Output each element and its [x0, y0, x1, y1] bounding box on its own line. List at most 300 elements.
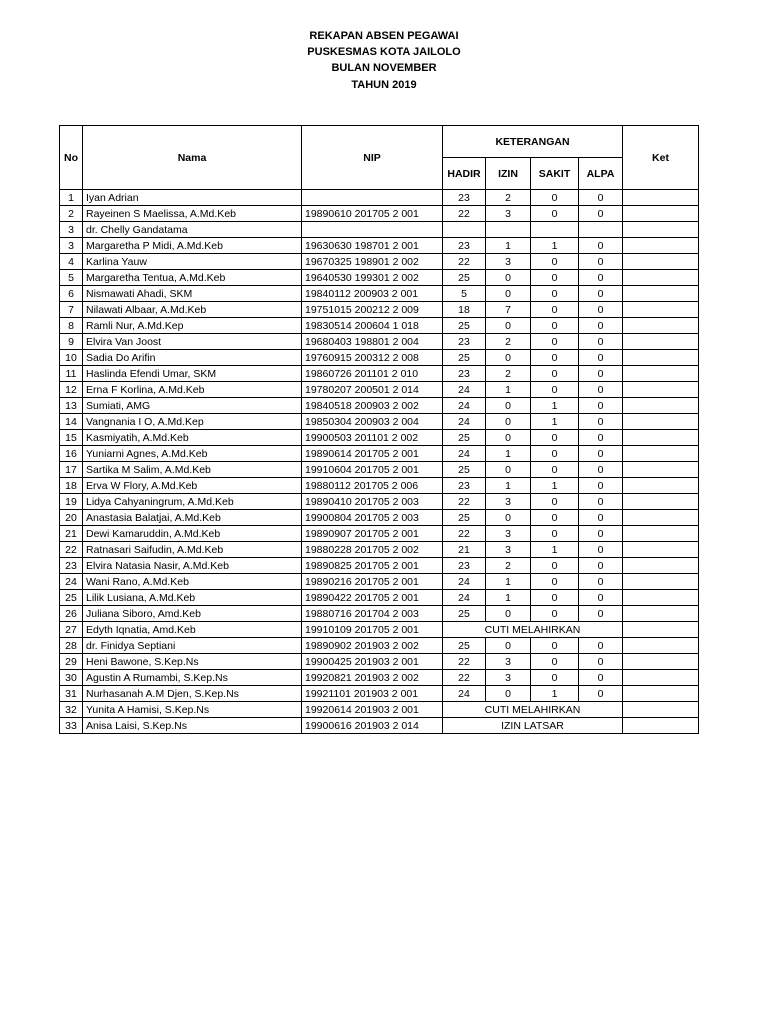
cell-sakit: 0: [531, 430, 579, 446]
header-keterangan: KETERANGAN: [443, 126, 623, 158]
cell-izin: 1: [486, 382, 531, 398]
cell-nama: Vangnania I O, A.Md.Kep: [83, 414, 302, 430]
cell-hadir: 23: [443, 558, 486, 574]
cell-nama: Margaretha Tentua, A.Md.Keb: [83, 270, 302, 286]
cell-status: CUTI MELAHIRKAN: [443, 622, 623, 638]
cell-hadir: 5: [443, 286, 486, 302]
cell-no: 22: [60, 542, 83, 558]
table-row: [60, 446, 699, 462]
header-nama: Nama: [83, 126, 302, 190]
cell-izin: 0: [486, 350, 531, 366]
cell-sakit: 0: [531, 638, 579, 654]
cell-no: 31: [60, 686, 83, 702]
table-row: [60, 462, 699, 478]
table-row: [60, 510, 699, 526]
cell-ket: [623, 526, 699, 542]
cell-no: 23: [60, 558, 83, 574]
cell-izin: 3: [486, 254, 531, 270]
cell-sakit: 0: [531, 510, 579, 526]
cell-ket: [623, 718, 699, 734]
cell-nama: Nismawati Ahadi, SKM: [83, 286, 302, 302]
cell-no: 16: [60, 446, 83, 462]
cell-hadir: 25: [443, 638, 486, 654]
cell-nama: Sartika M Salim, A.Md.Keb: [83, 462, 302, 478]
cell-no: 14: [60, 414, 83, 430]
cell-hadir: [443, 222, 486, 238]
table-row: [60, 702, 699, 718]
cell-izin: 3: [486, 206, 531, 222]
cell-alpa: 0: [579, 542, 623, 558]
cell-sakit: 1: [531, 398, 579, 414]
cell-hadir: 24: [443, 398, 486, 414]
table-row: [60, 382, 699, 398]
cell-ket: [623, 590, 699, 606]
cell-alpa: 0: [579, 238, 623, 254]
cell-izin: 0: [486, 398, 531, 414]
cell-sakit: 0: [531, 606, 579, 622]
cell-hadir: 18: [443, 302, 486, 318]
doc-title-line-1: REKAPAN ABSEN PEGAWAI: [309, 30, 459, 42]
cell-nip: 19860726 201101 2 010: [302, 366, 443, 382]
cell-nip: 19670325 198901 2 002: [302, 254, 443, 270]
cell-hadir: 22: [443, 526, 486, 542]
cell-sakit: 0: [531, 494, 579, 510]
cell-ket: [623, 606, 699, 622]
cell-no: 28: [60, 638, 83, 654]
cell-ket: [623, 430, 699, 446]
table-row: [60, 558, 699, 574]
cell-sakit: 1: [531, 478, 579, 494]
cell-nip: 19890614 201705 2 001: [302, 446, 443, 462]
table-row: [60, 670, 699, 686]
cell-no: 6: [60, 286, 83, 302]
cell-nip: 19850304 200903 2 004: [302, 414, 443, 430]
cell-alpa: 0: [579, 654, 623, 670]
table-row: [60, 318, 699, 334]
cell-ket: [623, 286, 699, 302]
cell-ket: [623, 302, 699, 318]
cell-nama: Karlina Yauw: [83, 254, 302, 270]
cell-sakit: 1: [531, 542, 579, 558]
cell-ket: [623, 510, 699, 526]
cell-nip: 19910109 201705 2 001: [302, 622, 443, 638]
cell-izin: 2: [486, 366, 531, 382]
table-row: [60, 606, 699, 622]
cell-nama: Kasmiyatih, A.Md.Keb: [83, 430, 302, 446]
cell-alpa: 0: [579, 414, 623, 430]
cell-alpa: 0: [579, 670, 623, 686]
table-row: [60, 286, 699, 302]
cell-no: 5: [60, 270, 83, 286]
cell-izin: 0: [486, 686, 531, 702]
cell-izin: 0: [486, 286, 531, 302]
cell-alpa: 0: [579, 318, 623, 334]
table-body: [60, 190, 699, 734]
cell-alpa: 0: [579, 206, 623, 222]
cell-izin: 3: [486, 542, 531, 558]
cell-nip: 19921101 201903 2 001: [302, 686, 443, 702]
cell-ket: [623, 318, 699, 334]
cell-nip: 19751015 200212 2 009: [302, 302, 443, 318]
cell-hadir: 25: [443, 350, 486, 366]
cell-nama: dr. Chelly Gandatama: [83, 222, 302, 238]
table-row: [60, 414, 699, 430]
cell-alpa: 0: [579, 606, 623, 622]
cell-ket: [623, 190, 699, 206]
cell-hadir: 25: [443, 462, 486, 478]
cell-ket: [623, 478, 699, 494]
cell-alpa: 0: [579, 494, 623, 510]
cell-hadir: 25: [443, 606, 486, 622]
cell-alpa: 0: [579, 334, 623, 350]
cell-hadir: 24: [443, 574, 486, 590]
cell-ket: [623, 558, 699, 574]
cell-nip: 19920614 201903 2 001: [302, 702, 443, 718]
cell-hadir: 22: [443, 254, 486, 270]
cell-nama: Iyan Adrian: [83, 190, 302, 206]
cell-sakit: 0: [531, 318, 579, 334]
cell-nip: 19900425 201903 2 001: [302, 654, 443, 670]
cell-ket: [623, 670, 699, 686]
cell-alpa: [579, 222, 623, 238]
cell-no: 3: [60, 238, 83, 254]
cell-sakit: 0: [531, 286, 579, 302]
cell-sakit: 0: [531, 590, 579, 606]
cell-alpa: 0: [579, 286, 623, 302]
cell-sakit: 0: [531, 670, 579, 686]
cell-ket: [623, 686, 699, 702]
cell-sakit: 0: [531, 206, 579, 222]
cell-nama: Lilik Lusiana, A.Md.Keb: [83, 590, 302, 606]
cell-nama: Elvira Van Joost: [83, 334, 302, 350]
table-row: [60, 334, 699, 350]
cell-sakit: 0: [531, 254, 579, 270]
table-row: [60, 718, 699, 734]
cell-nip: 19840518 200903 2 002: [302, 398, 443, 414]
cell-hadir: 22: [443, 670, 486, 686]
cell-no: 8: [60, 318, 83, 334]
cell-ket: [623, 414, 699, 430]
cell-nip: 19880716 201704 2 003: [302, 606, 443, 622]
cell-hadir: 23: [443, 334, 486, 350]
cell-hadir: 23: [443, 238, 486, 254]
cell-nip: 19900503 201101 2 002: [302, 430, 443, 446]
cell-no: 12: [60, 382, 83, 398]
cell-nip: 19890410 201705 2 003: [302, 494, 443, 510]
cell-status: IZIN LATSAR: [443, 718, 623, 734]
cell-hadir: 22: [443, 206, 486, 222]
cell-ket: [623, 270, 699, 286]
cell-nip: [302, 222, 443, 238]
table-row: [60, 190, 699, 206]
cell-no: 27: [60, 622, 83, 638]
cell-ket: [623, 638, 699, 654]
cell-nama: Elvira Natasia Nasir, A.Md.Keb: [83, 558, 302, 574]
table-row: [60, 254, 699, 270]
cell-nip: 19640530 199301 2 002: [302, 270, 443, 286]
cell-ket: [623, 654, 699, 670]
cell-hadir: 24: [443, 686, 486, 702]
cell-nama: Yuniarni Agnes, A.Md.Keb: [83, 446, 302, 462]
cell-nip: 19900616 201903 2 014: [302, 718, 443, 734]
cell-nama: Ramli Nur, A.Md.Kep: [83, 318, 302, 334]
cell-nip: 19780207 200501 2 014: [302, 382, 443, 398]
cell-ket: [623, 350, 699, 366]
cell-nip: 19840112 200903 2 001: [302, 286, 443, 302]
cell-ket: [623, 702, 699, 718]
cell-nip: 19890610 201705 2 001: [302, 206, 443, 222]
cell-alpa: 0: [579, 462, 623, 478]
cell-nip: 19890216 201705 2 001: [302, 574, 443, 590]
header-hadir: HADIR: [443, 158, 486, 190]
cell-nip: [302, 190, 443, 206]
cell-hadir: 25: [443, 510, 486, 526]
cell-no: 20: [60, 510, 83, 526]
cell-nama: Haslinda Efendi Umar, SKM: [83, 366, 302, 382]
cell-ket: [623, 494, 699, 510]
cell-nip: 19910604 201705 2 001: [302, 462, 443, 478]
cell-izin: 2: [486, 190, 531, 206]
cell-nama: Margaretha P Midi, A.Md.Keb: [83, 238, 302, 254]
cell-no: 11: [60, 366, 83, 382]
cell-izin: 2: [486, 334, 531, 350]
cell-no: 13: [60, 398, 83, 414]
table-row: [60, 654, 699, 670]
cell-alpa: 0: [579, 558, 623, 574]
cell-nip: 19630630 198701 2 001: [302, 238, 443, 254]
table-row: [60, 542, 699, 558]
cell-hadir: 24: [443, 382, 486, 398]
cell-hadir: 22: [443, 494, 486, 510]
cell-sakit: 0: [531, 462, 579, 478]
attendance-table: [59, 125, 699, 734]
table-row: [60, 270, 699, 286]
cell-nama: Heni Bawone, S.Kep.Ns: [83, 654, 302, 670]
table-row: [60, 638, 699, 654]
cell-sakit: 0: [531, 334, 579, 350]
cell-ket: [623, 398, 699, 414]
table-row: [60, 494, 699, 510]
cell-izin: 2: [486, 558, 531, 574]
cell-nama: Edyth Iqnatia, Amd.Keb: [83, 622, 302, 638]
cell-no: 25: [60, 590, 83, 606]
header-sakit: SAKIT: [531, 158, 579, 190]
cell-alpa: 0: [579, 366, 623, 382]
cell-alpa: 0: [579, 430, 623, 446]
cell-ket: [623, 542, 699, 558]
cell-alpa: 0: [579, 590, 623, 606]
cell-sakit: 0: [531, 366, 579, 382]
cell-hadir: 23: [443, 478, 486, 494]
cell-nama: Erna F Korlina, A.Md.Keb: [83, 382, 302, 398]
cell-no: 1: [60, 190, 83, 206]
table-row: [60, 398, 699, 414]
cell-hadir: 23: [443, 190, 486, 206]
cell-hadir: 22: [443, 654, 486, 670]
cell-no: 17: [60, 462, 83, 478]
cell-nama: Dewi Kamaruddin, A.Md.Keb: [83, 526, 302, 542]
cell-hadir: 24: [443, 414, 486, 430]
cell-alpa: 0: [579, 686, 623, 702]
cell-ket: [623, 222, 699, 238]
cell-ket: [623, 366, 699, 382]
cell-ket: [623, 574, 699, 590]
cell-hadir: 24: [443, 590, 486, 606]
table-row: [60, 206, 699, 222]
header-nip: NIP: [302, 126, 443, 190]
cell-nip: 19760915 200312 2 008: [302, 350, 443, 366]
cell-alpa: 0: [579, 574, 623, 590]
cell-hadir: 25: [443, 270, 486, 286]
cell-nip: 19900804 201705 2 003: [302, 510, 443, 526]
cell-izin: 1: [486, 446, 531, 462]
cell-no: 3: [60, 222, 83, 238]
cell-nama: Yunita A Hamisi, S.Kep.Ns: [83, 702, 302, 718]
cell-nip: 19890902 201903 2 002: [302, 638, 443, 654]
cell-izin: 0: [486, 462, 531, 478]
header-ket: Ket: [623, 126, 699, 190]
cell-nama: Anastasia Balatjai, A.Md.Keb: [83, 510, 302, 526]
cell-hadir: 25: [443, 430, 486, 446]
cell-nama: Ratnasari Saifudin, A.Md.Keb: [83, 542, 302, 558]
cell-alpa: 0: [579, 510, 623, 526]
cell-nama: Lidya Cahyaningrum, A.Md.Keb: [83, 494, 302, 510]
cell-sakit: 0: [531, 382, 579, 398]
cell-nip: 19890422 201705 2 001: [302, 590, 443, 606]
cell-sakit: 0: [531, 302, 579, 318]
cell-izin: 0: [486, 638, 531, 654]
cell-sakit: 1: [531, 686, 579, 702]
cell-nama: Sumiati, AMG: [83, 398, 302, 414]
cell-sakit: 1: [531, 238, 579, 254]
cell-izin: 0: [486, 318, 531, 334]
cell-hadir: 25: [443, 318, 486, 334]
cell-sakit: 0: [531, 526, 579, 542]
cell-alpa: 0: [579, 446, 623, 462]
cell-izin: 0: [486, 606, 531, 622]
cell-hadir: 21: [443, 542, 486, 558]
doc-title-line-4: TAHUN 2019: [351, 79, 417, 91]
cell-sakit: 0: [531, 574, 579, 590]
cell-izin: 0: [486, 270, 531, 286]
cell-nip: 19890825 201705 2 001: [302, 558, 443, 574]
cell-alpa: 0: [579, 398, 623, 414]
cell-nip: 19680403 198801 2 004: [302, 334, 443, 350]
cell-alpa: 0: [579, 478, 623, 494]
cell-no: 7: [60, 302, 83, 318]
cell-alpa: 0: [579, 638, 623, 654]
cell-ket: [623, 334, 699, 350]
table-row: [60, 430, 699, 446]
cell-sakit: 0: [531, 558, 579, 574]
cell-no: 18: [60, 478, 83, 494]
cell-alpa: 0: [579, 302, 623, 318]
cell-no: 10: [60, 350, 83, 366]
cell-no: 32: [60, 702, 83, 718]
table-row: [60, 302, 699, 318]
cell-no: 30: [60, 670, 83, 686]
cell-sakit: 0: [531, 446, 579, 462]
cell-sakit: 0: [531, 654, 579, 670]
cell-no: 33: [60, 718, 83, 734]
cell-nama: Anisa Laisi, S.Kep.Ns: [83, 718, 302, 734]
table-row: [60, 350, 699, 366]
cell-nip: 19880112 201705 2 006: [302, 478, 443, 494]
table-row: [60, 686, 699, 702]
cell-ket: [623, 446, 699, 462]
cell-izin: 0: [486, 430, 531, 446]
cell-sakit: 0: [531, 190, 579, 206]
header-no: No: [60, 126, 83, 190]
cell-no: 15: [60, 430, 83, 446]
table-row: [60, 478, 699, 494]
cell-alpa: 0: [579, 526, 623, 542]
cell-alpa: 0: [579, 190, 623, 206]
cell-hadir: 23: [443, 366, 486, 382]
doc-title-line-2: PUSKESMAS KOTA JAILOLO: [307, 46, 461, 58]
cell-nama: Nilawati Albaar, A.Md.Keb: [83, 302, 302, 318]
cell-ket: [623, 622, 699, 638]
cell-nama: Juliana Siboro, Amd.Keb: [83, 606, 302, 622]
cell-hadir: 24: [443, 446, 486, 462]
cell-izin: 3: [486, 654, 531, 670]
cell-nama: Erva W Flory, A.Md.Keb: [83, 478, 302, 494]
cell-izin: 1: [486, 590, 531, 606]
cell-nip: 19890907 201705 2 001: [302, 526, 443, 542]
header-izin: IZIN: [486, 158, 531, 190]
cell-no: 19: [60, 494, 83, 510]
cell-ket: [623, 206, 699, 222]
cell-izin: 3: [486, 526, 531, 542]
cell-izin: 0: [486, 510, 531, 526]
cell-no: 26: [60, 606, 83, 622]
cell-izin: [486, 222, 531, 238]
cell-status: CUTI MELAHIRKAN: [443, 702, 623, 718]
cell-no: 4: [60, 254, 83, 270]
cell-nama: dr. Finidya Septiani: [83, 638, 302, 654]
table-row: [60, 574, 699, 590]
cell-izin: 0: [486, 414, 531, 430]
cell-sakit: [531, 222, 579, 238]
cell-alpa: 0: [579, 270, 623, 286]
cell-no: 24: [60, 574, 83, 590]
cell-alpa: 0: [579, 254, 623, 270]
cell-sakit: 0: [531, 350, 579, 366]
cell-sakit: 0: [531, 270, 579, 286]
cell-no: 9: [60, 334, 83, 350]
cell-izin: 3: [486, 670, 531, 686]
table-row: [60, 222, 699, 238]
table-row: [60, 366, 699, 382]
cell-izin: 7: [486, 302, 531, 318]
cell-izin: 1: [486, 574, 531, 590]
cell-alpa: 0: [579, 382, 623, 398]
cell-ket: [623, 382, 699, 398]
cell-no: 29: [60, 654, 83, 670]
table-row: [60, 622, 699, 638]
cell-nip: 19880228 201705 2 002: [302, 542, 443, 558]
cell-nama: Agustin A Rumambi, S.Kep.Ns: [83, 670, 302, 686]
cell-sakit: 1: [531, 414, 579, 430]
cell-izin: 1: [486, 478, 531, 494]
cell-nip: 19830514 200604 1 018: [302, 318, 443, 334]
cell-nama: Sadia Do Arifin: [83, 350, 302, 366]
table-row: [60, 526, 699, 542]
cell-ket: [623, 254, 699, 270]
header-alpa: ALPA: [579, 158, 623, 190]
cell-nama: Wani Rano, A.Md.Keb: [83, 574, 302, 590]
doc-title-line-3: BULAN NOVEMBER: [331, 62, 437, 74]
